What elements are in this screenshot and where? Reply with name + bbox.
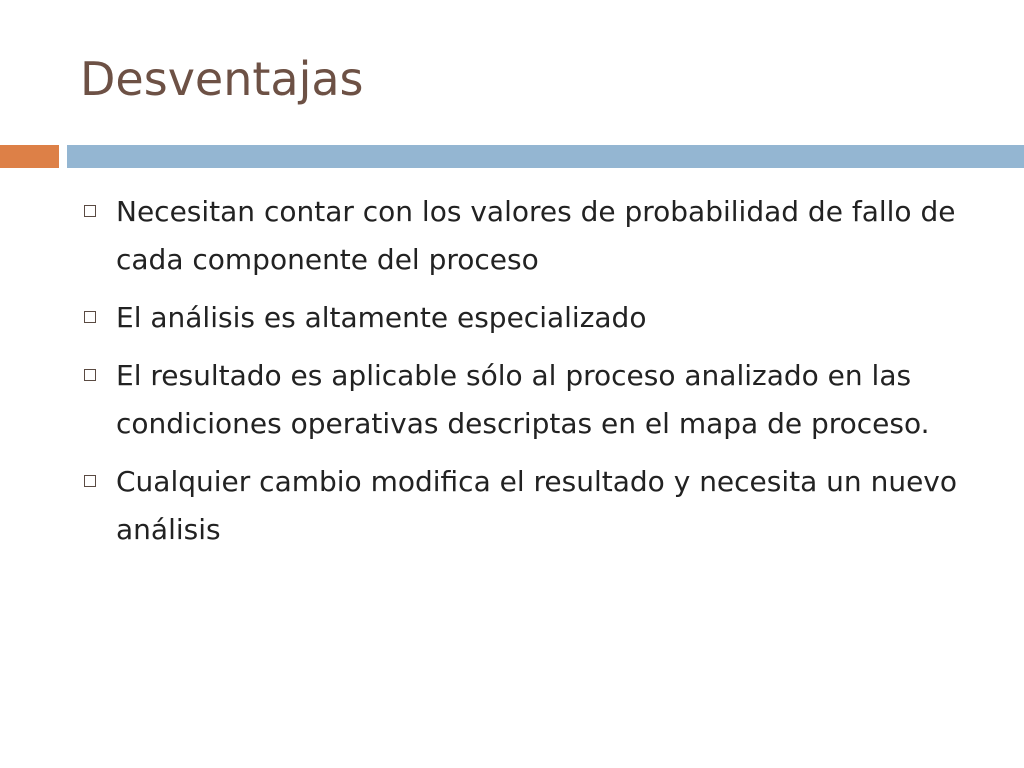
slide-title: Desventajas: [80, 52, 364, 106]
bullet-item: [80, 458, 980, 554]
bullet-text: Necesitan contar con los valores de probabilidad de fallo de cada componente del proceso: [116, 195, 956, 276]
square-outline-icon: [84, 475, 96, 487]
bullet-list: [80, 188, 980, 564]
bullet-text: El resultado es aplicable sólo al proceso analizado en las condiciones operativas descriptas en el mapa de proceso.: [116, 359, 930, 440]
bullet-text: El análisis es altamente especializado: [116, 301, 647, 334]
bullet-item: [80, 352, 980, 448]
title-underline-bar: [67, 145, 1024, 168]
accent-bar: [0, 145, 59, 168]
square-outline-icon: [84, 311, 96, 323]
bullet-text: Cualquier cambio modifica el resultado y necesita un nuevo análisis: [116, 465, 957, 546]
bullet-item: [80, 294, 980, 342]
square-outline-icon: [84, 369, 96, 381]
bullet-item: [80, 188, 980, 284]
square-outline-icon: [84, 205, 96, 217]
